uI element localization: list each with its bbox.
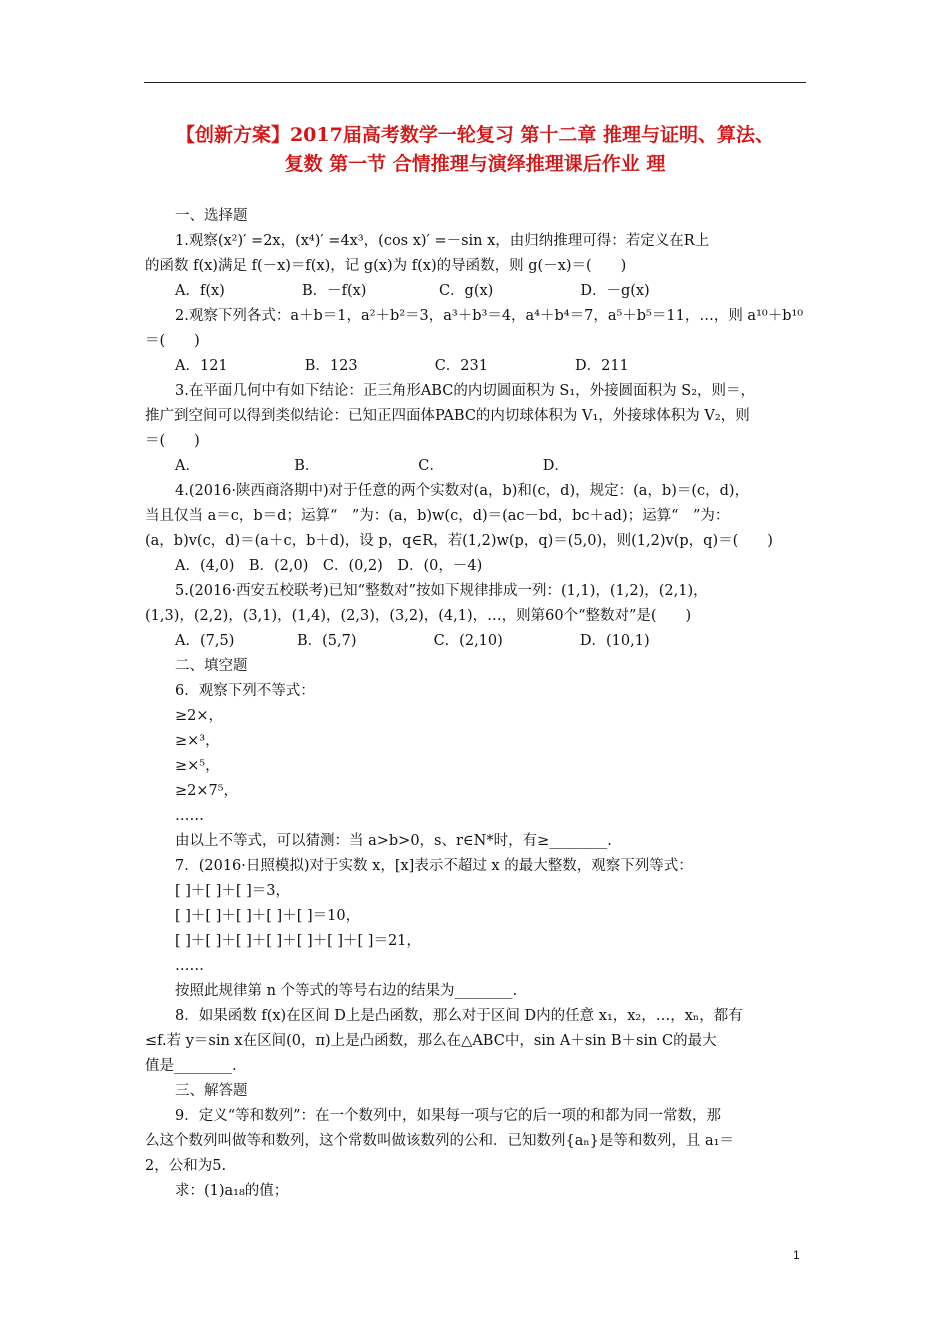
- option-line: A．(4,0) B．(2,0) C．(0,2) D．(0，－4): [175, 558, 483, 574]
- page-number: 1: [793, 1248, 800, 1262]
- equation-line: [ ]＋[ ]＋[ ]＋[ ]＋[ ]＝10，: [175, 908, 361, 924]
- question-line: 的函数 f(x)满足 f(－x)＝f(x)，记 g(x)为 f(x)的导函数，则 g(－x)＝( ): [145, 258, 627, 274]
- option-line: A．121 B．123 C．231 D．211: [175, 358, 629, 374]
- question-line: (a，b)v(c，d)＝(a＋c，b＋d)，设 p，q∈R，若(1,2)w(p，q)＝(5,0)，则(1,2)v(p，q)＝( ): [145, 533, 773, 549]
- question-line: 1.观察(x²)′ =2x，(x⁴)′ =4x³，(cos x)′ =－sin x，由归纳推理可得：若定义在R上: [175, 233, 710, 249]
- section-heading: 三、解答题: [175, 1083, 248, 1099]
- question-line: (1,3)，(2,2)，(3,1)，(1,4)，(2,3)，(3,2)，(4,1)，…，则第60个“整数对”是( ): [145, 608, 692, 624]
- ellipsis-line: ……: [175, 958, 204, 974]
- option-line: A． B． C． D．: [175, 458, 569, 474]
- question-line: 9．定义“等和数列”：在一个数列中，如果每一项与它的后一项的和都为同一常数，那: [175, 1108, 722, 1124]
- page-title-line-2: 复数 第一节 合情推理与演绎推理课后作业 理: [284, 153, 666, 175]
- question-line: 么这个数列叫做等和数列，这个常数叫做该数列的公和．已知数列{aₙ}是等和数列，且 a₁＝: [145, 1133, 734, 1149]
- question-line: ＝( ): [145, 433, 200, 449]
- question-line: 7．(2016·日照模拟)对于实数 x，[x]表示不超过 x 的最大整数，观察下列等式：: [175, 858, 693, 874]
- question-line: 4.(2016·陕西商洛期中)对于任意的两个实数对(a，b)和(c，d)，规定：(a，b)＝(c，d)，: [175, 483, 750, 499]
- option-line: A．(7,5) B．(5,7) C．(2,10) D．(10,1): [175, 633, 650, 649]
- question-line: 5.(2016·西安五校联考)已知“整数对”按如下规律排成一列：(1,1)，(1,2)，(2,1)，: [175, 583, 708, 599]
- question-line: 3.在平面几何中有如下结论：正三角形ABC的内切圆面积为 S₁，外接圆面积为 S₂，则＝，: [175, 383, 756, 399]
- question-line: 当且仅当 a＝c，b＝d；运算“ ”为：(a，b)w(c，d)＝(ac－bd，bc＋ad)；运算“ ”为：: [145, 508, 730, 524]
- section-heading: 二、填空题: [175, 658, 248, 674]
- question-line: 2，公和为5.: [145, 1158, 227, 1174]
- inequality-line: ≥×³，: [175, 733, 220, 749]
- page-title-line-1: 【创新方案】2017届高考数学一轮复习 第十二章 推理与证明、算法、: [175, 124, 775, 146]
- header-rule: [144, 82, 806, 83]
- ellipsis-line: ……: [175, 808, 204, 824]
- inequality-line: ≥2×，: [175, 708, 224, 724]
- question-line: 求：(1)a₁₈的值；: [175, 1183, 289, 1199]
- section-heading: 一、选择题: [175, 208, 248, 224]
- question-line: 推广到空间可以得到类似结论：已知正四面体PABC的内切球体积为 V₁，外接球体积为 V₂，则: [145, 408, 750, 424]
- question-line: 值是________.: [145, 1058, 237, 1074]
- option-line: A．f(x) B．－f(x) C．g(x) D．－g(x): [175, 283, 650, 299]
- equation-line: [ ]＋[ ]＋[ ]＝3，: [175, 883, 290, 899]
- question-line: ＝( ): [145, 333, 200, 349]
- question-line: 按照此规律第 n 个等式的等号右边的结果为________.: [175, 983, 518, 999]
- inequality-line: ≥×⁵，: [175, 758, 220, 774]
- question-line: 6．观察下列不等式：: [175, 683, 315, 699]
- question-line: ≤f.若 y＝sin x在区间(0，π)上是凸函数，那么在△ABC中，sin A＋sin B＋sin C的最大: [145, 1033, 717, 1049]
- inequality-line: ≥2×7⁵，: [175, 783, 239, 799]
- question-line: 由以上不等式，可以猜测：当 a>b>0，s、r∈N*时，有≥________.: [175, 833, 612, 849]
- question-line: 2.观察下列各式：a＋b＝1，a²＋b²＝3，a³＋b³＝4，a⁴＋b⁴＝7，a⁵＋b⁵＝11，…，则 a¹⁰＋b¹⁰: [175, 308, 804, 324]
- equation-line: [ ]＋[ ]＋[ ]＋[ ]＋[ ]＋[ ]＋[ ]＝21，: [175, 933, 421, 949]
- question-line: 8．如果函数 f(x)在区间 D上是凸函数，那么对于区间 D内的任意 x₁，x₂，…，xₙ，都有: [175, 1008, 743, 1024]
